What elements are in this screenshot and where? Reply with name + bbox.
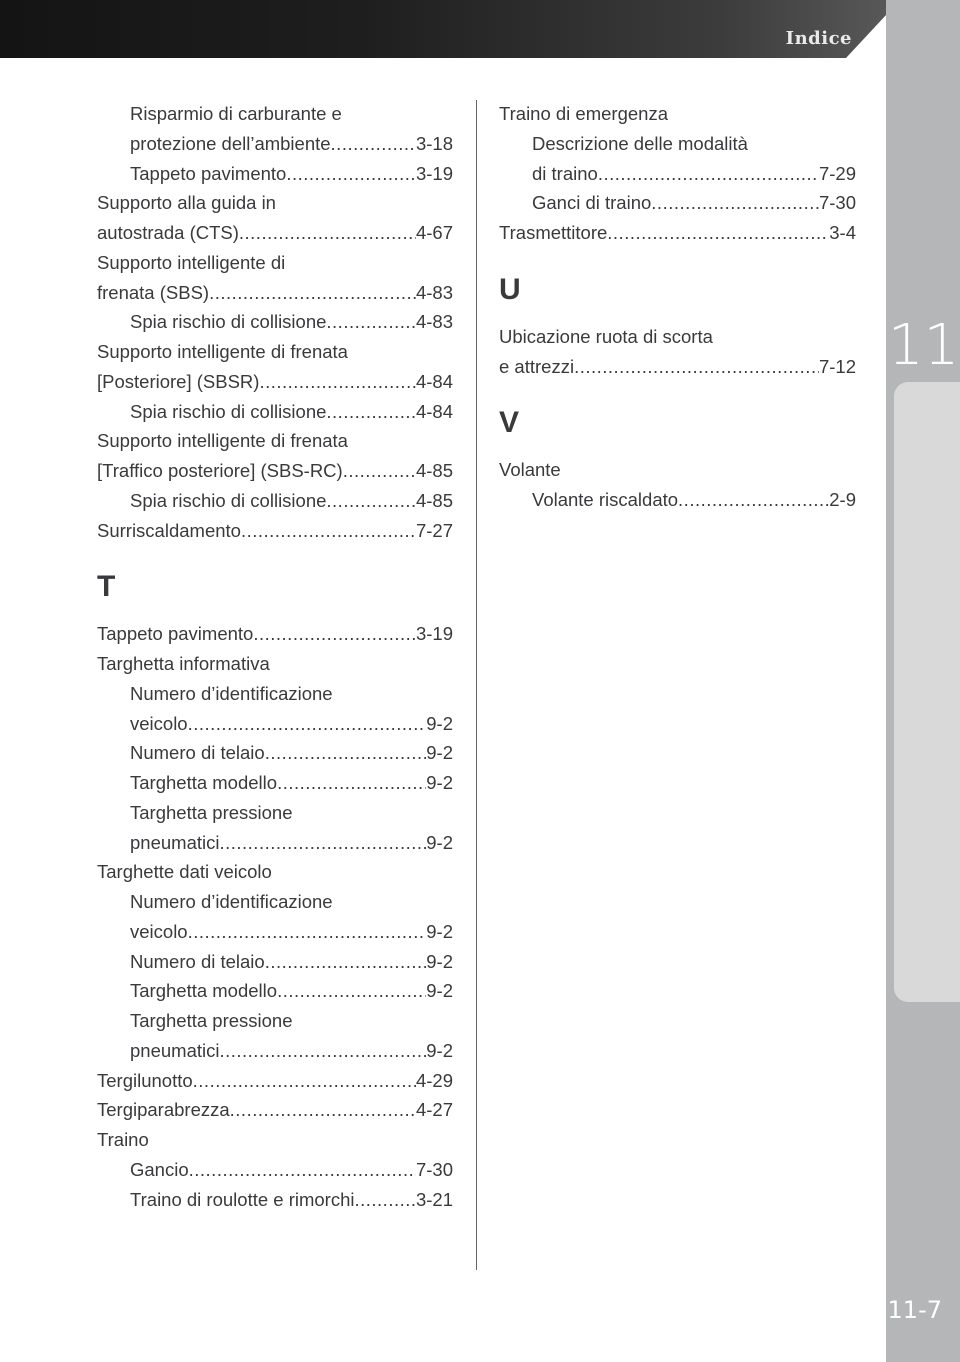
entry-label: Targhetta informativa (97, 653, 270, 674)
dot-leader (259, 367, 416, 397)
index-entry (499, 159, 856, 189)
index-entry (97, 917, 453, 947)
entry-label: Targhetta modello (130, 772, 278, 793)
entry-label: Risparmio di carburante e (130, 103, 342, 124)
dot-leader (209, 278, 416, 308)
entry-label: veicolo (130, 712, 188, 734)
entry-label: Traino di roulotte e rimorchi (130, 1188, 355, 1210)
entry-page[interactable]: 9-2 (426, 742, 453, 764)
dot-leader (193, 1066, 416, 1096)
entry-label: Gancio (130, 1158, 189, 1180)
index-entry (97, 857, 453, 887)
dot-leader (607, 218, 829, 248)
entry-page[interactable]: 4-84 (415, 400, 453, 422)
dot-leader (651, 188, 819, 218)
dot-leader (286, 159, 416, 189)
dot-leader (239, 218, 416, 248)
entry-page[interactable]: 9-2 (426, 712, 453, 734)
dot-leader (219, 1036, 426, 1066)
entry-label: pneumatici (130, 1039, 220, 1061)
index-entry (97, 798, 453, 828)
entry-label: Tappeto pavimento (97, 623, 254, 645)
dot-leader (598, 159, 819, 189)
entry-label: frenata (SBS) (97, 281, 210, 303)
index-entry (97, 1066, 453, 1096)
entry-page[interactable]: 3-21 (415, 1188, 453, 1210)
entry-label: [Posteriore] (SBSR) (97, 370, 260, 392)
entry-page[interactable]: 7-12 (818, 355, 856, 377)
dot-leader (241, 516, 416, 546)
index-entry (97, 1125, 453, 1155)
entry-label: Descrizione delle modalità (532, 132, 748, 154)
watermark: carmanualsonline.info (570, 1332, 803, 1356)
entry-page[interactable]: 9-2 (426, 950, 453, 972)
dot-leader (189, 1155, 416, 1185)
index-entry (97, 218, 453, 248)
entry-label: Tergiparabrezza (97, 1099, 230, 1121)
entry-label: Numero di telaio (130, 742, 265, 764)
entry-label: Targhetta pressione (130, 1010, 293, 1031)
index-entry (97, 516, 453, 546)
dot-leader (188, 709, 427, 739)
entry-label: Tergilunotto (97, 1069, 193, 1091)
entry-label: Ganci di traino (532, 192, 652, 214)
dot-leader (277, 768, 426, 798)
header-bar (0, 0, 900, 58)
index-entry (97, 367, 453, 397)
entry-page[interactable]: 4-84 (415, 370, 453, 392)
index-column-right (499, 99, 856, 515)
dot-leader (188, 917, 427, 947)
entry-page[interactable]: 9-2 (426, 920, 453, 942)
entry-page[interactable]: 7-30 (415, 1158, 453, 1180)
entry-label: veicolo (130, 920, 188, 942)
dot-leader (331, 129, 416, 159)
dot-leader (219, 828, 426, 858)
index-entry (499, 352, 856, 382)
entry-label: Tappeto pavimento (130, 162, 287, 184)
index-entry (97, 1095, 453, 1125)
entry-label: Supporto intelligente di frenata (97, 341, 348, 362)
entry-list (499, 322, 856, 382)
index-entry (499, 455, 856, 485)
entry-page[interactable]: 3-4 (829, 222, 856, 243)
entry-label: Traino di emergenza (499, 103, 668, 124)
index-entry (97, 1185, 453, 1215)
entry-page[interactable]: 9-2 (426, 980, 453, 1002)
entry-label: Spia rischio di collisione (130, 311, 327, 333)
index-entry (97, 679, 453, 709)
index-entry (97, 709, 453, 739)
entry-label: Surriscaldamento (97, 519, 241, 541)
index-entry (97, 738, 453, 768)
dot-leader (230, 1095, 416, 1125)
letter-heading-u: U (499, 272, 521, 306)
letter-heading-t: T (97, 570, 116, 604)
entry-page[interactable]: 4-85 (415, 460, 453, 481)
entry-label: Volante (499, 459, 561, 481)
index-entry (97, 1155, 453, 1185)
entry-label: Supporto intelligente di frenata (97, 430, 348, 452)
index-column-left (97, 99, 453, 1214)
entry-label: Numero d’identificazione (130, 682, 333, 704)
entry-page[interactable]: 9-2 (426, 772, 453, 793)
dot-leader (277, 976, 426, 1006)
page-number: 11-7 (887, 1296, 942, 1324)
index-entry (97, 976, 453, 1006)
entry-list (499, 455, 856, 515)
index-entry (499, 129, 856, 159)
entry-label: Supporto alla guida in (97, 192, 276, 214)
dot-leader (343, 456, 416, 486)
index-entry (499, 322, 856, 352)
entry-label: protezione dell’ambiente (130, 132, 331, 154)
entry-page[interactable]: 4-29 (415, 1069, 453, 1091)
index-entry (97, 456, 453, 486)
index-entry (97, 307, 453, 337)
section-title: Indice (785, 28, 852, 49)
entry-page[interactable]: 2-9 (829, 489, 856, 510)
index-entry (97, 337, 453, 367)
entry-label: Targhette dati veicolo (97, 861, 272, 883)
entry-page[interactable]: 4-85 (415, 489, 453, 511)
entry-label: e attrezzi (499, 355, 575, 377)
index-entry (97, 486, 453, 516)
entry-page[interactable]: 9-2 (426, 1039, 453, 1061)
dot-leader (326, 486, 416, 516)
dot-leader (574, 352, 819, 382)
entry-page[interactable]: 3-18 (415, 132, 453, 154)
index-entry (97, 1036, 453, 1066)
letter-heading-v: V (499, 406, 520, 440)
dot-leader (265, 947, 427, 977)
entry-page[interactable]: 7-29 (818, 162, 856, 184)
entry-list (97, 619, 453, 1214)
index-entry (97, 248, 453, 278)
entry-label: Spia rischio di collisione (130, 489, 327, 511)
index-entry (97, 768, 453, 798)
entry-page[interactable]: 3-19 (415, 162, 453, 184)
chapter-number: 11 (888, 313, 960, 378)
entry-page[interactable]: 4-83 (415, 281, 453, 303)
entry-label: Supporto intelligente di (97, 251, 286, 273)
entry-label: Traino (97, 1129, 149, 1150)
chapter-tab (894, 382, 960, 1002)
index-entry (97, 397, 453, 427)
dot-leader (326, 397, 416, 427)
entry-list (499, 99, 856, 248)
column-divider (476, 100, 477, 1270)
dot-leader (326, 307, 416, 337)
entry-page[interactable]: 7-30 (818, 192, 856, 214)
index-entry (97, 649, 453, 679)
entry-page[interactable]: 4-67 (415, 222, 453, 243)
index-entry (97, 947, 453, 977)
dot-leader (678, 485, 829, 515)
entry-label: Targhetta modello (130, 980, 278, 1002)
dot-leader (265, 738, 427, 768)
index-entry (499, 218, 856, 248)
index-entry (97, 426, 453, 456)
entry-page[interactable]: 9-2 (426, 831, 453, 853)
entry-label: [Traffico posteriore] (SBS-RC) (97, 460, 343, 481)
index-entry (499, 485, 856, 515)
entry-page[interactable]: 4-27 (415, 1099, 453, 1121)
index-entry (97, 159, 453, 189)
index-entry (97, 188, 453, 218)
entry-label: Numero di telaio (130, 950, 265, 972)
index-entry (499, 188, 856, 218)
entry-label: di traino (532, 162, 598, 184)
dot-leader (253, 619, 416, 649)
entry-label: Spia rischio di collisione (130, 400, 327, 422)
index-entry (97, 129, 453, 159)
index-entry (97, 278, 453, 308)
index-entry (97, 887, 453, 917)
entry-label: Ubicazione ruota di scorta (499, 325, 713, 347)
index-entry (97, 828, 453, 858)
entry-page[interactable]: 4-83 (415, 311, 453, 333)
index-entry (499, 99, 856, 129)
index-entry (97, 619, 453, 649)
entry-label: pneumatici (130, 831, 220, 853)
entry-label: Volante riscaldato (532, 489, 679, 510)
entry-page[interactable]: 3-19 (415, 623, 453, 645)
index-entry (97, 99, 453, 129)
entry-page[interactable]: 7-27 (415, 519, 453, 541)
entry-label: Numero d’identificazione (130, 891, 333, 912)
entry-list (97, 99, 453, 545)
dot-leader (354, 1185, 415, 1215)
entry-label: Trasmettitore (499, 222, 608, 243)
entry-label: Targhetta pressione (130, 801, 293, 823)
entry-label: autostrada (CTS) (97, 222, 239, 243)
index-entry (97, 1006, 453, 1036)
